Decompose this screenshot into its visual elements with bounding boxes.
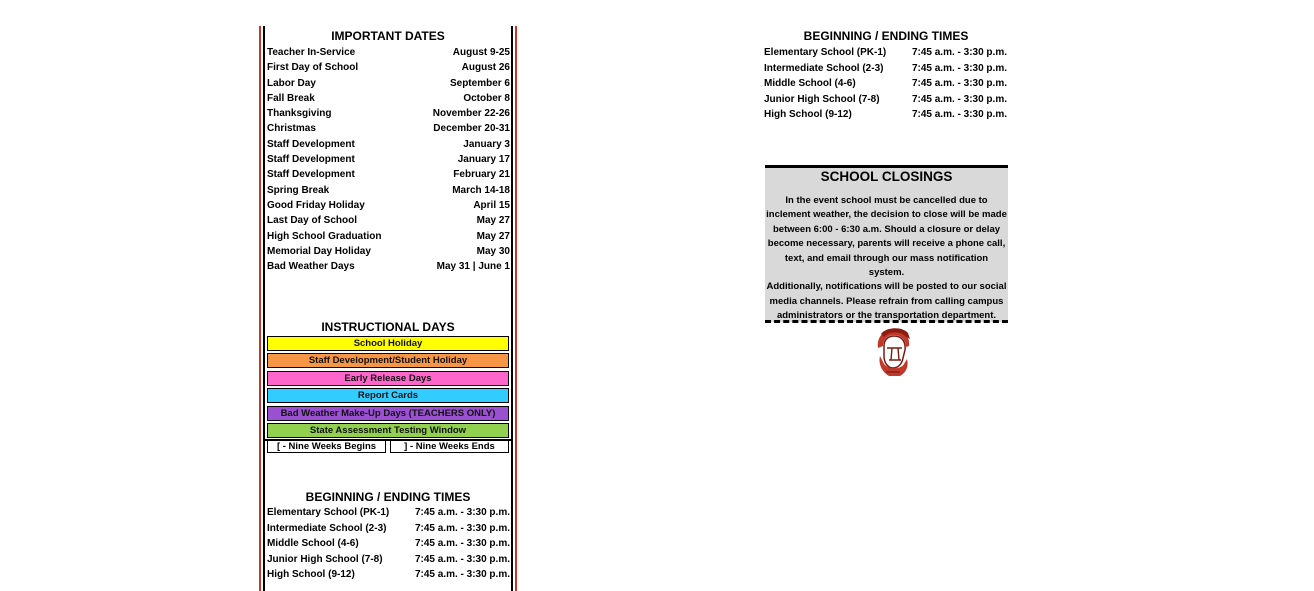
nine-weeks-row xyxy=(267,440,509,453)
date-row: Teacher In-Service August 9-25 xyxy=(267,47,510,58)
date-row: Staff Development February 21 xyxy=(267,169,510,181)
instructional-legend xyxy=(267,336,509,453)
legend-bad-weather: Bad Weather Make-Up Days (TEACHERS ONLY) xyxy=(267,406,509,421)
date-row: High School Graduation May 27 xyxy=(267,230,510,242)
times-row: Middle School (4-6) 7:45 a.m. - 3:30 p.m. xyxy=(764,78,1007,89)
date-row: Thanksgiving November 22-26 xyxy=(267,108,510,120)
legend-report-cards: Report Cards xyxy=(267,388,509,403)
date-row: Last Day of School May 27 xyxy=(267,215,510,227)
legend-early-release: Early Release Days xyxy=(267,371,509,386)
times-row: High School (9-12) 7:45 a.m. - 3:30 p.m. xyxy=(764,109,1007,120)
important-dates-list xyxy=(265,45,511,274)
important-dates-title: IMPORTANT DATES xyxy=(331,29,445,43)
school-closings-title: SCHOOL CLOSINGS xyxy=(820,169,953,184)
left-panel-inner xyxy=(263,26,513,591)
nine-weeks-begins: [ - Nine Weeks Begins xyxy=(267,440,386,453)
date-row: Bad Weather Days May 31 | June 1 xyxy=(267,261,510,273)
date-row: Good Friday Holiday April 15 xyxy=(267,199,510,211)
left-calendar-panel xyxy=(259,26,517,591)
times-title-right: BEGINNING / ENDING TIMES xyxy=(803,29,969,43)
times-row: Junior High School (7-8) 7:45 a.m. - 3:30 p.m. xyxy=(764,93,1007,105)
date-row: Spring Break March 14-18 xyxy=(267,184,510,196)
dashed-divider xyxy=(765,320,1008,323)
times-row: Intermediate School (2-3) 7:45 a.m. - 3:30 p.m. xyxy=(764,62,1007,74)
legend-state-assessment: State Assessment Testing Window xyxy=(267,423,509,438)
date-row: Staff Development January 3 xyxy=(267,138,510,150)
date-row: Staff Development January 17 xyxy=(267,154,510,166)
times-panel-right xyxy=(764,28,1008,123)
nine-weeks-ends: ] - Nine Weeks Ends xyxy=(390,440,509,453)
times-row: High School (9-12) 7:45 a.m. - 3:30 p.m. xyxy=(267,569,510,580)
instructional-days-title: INSTRUCTIONAL DAYS xyxy=(321,320,455,334)
legend-staff-development: Staff Development/Student Holiday xyxy=(267,353,509,368)
times-row: Elementary School (PK-1) 7:45 a.m. - 3:30 p.m. xyxy=(764,47,1007,58)
date-row: Labor Day September 6 xyxy=(267,77,510,89)
times-row: Elementary School (PK-1) 7:45 a.m. - 3:30 p.m. xyxy=(267,507,510,518)
times-row: Junior High School (7-8) 7:45 a.m. - 3:30 p.m. xyxy=(267,553,510,565)
date-row: Christmas December 20-31 xyxy=(267,123,510,135)
times-title-left: BEGINNING / ENDING TIMES xyxy=(305,490,471,504)
spartan-helmet-icon xyxy=(872,326,914,378)
date-row: First Day of School August 26 xyxy=(267,62,510,74)
date-row: Fall Break October 8 xyxy=(267,92,510,104)
date-row: Memorial Day Holiday May 30 xyxy=(267,245,510,257)
school-closings-box xyxy=(765,165,1008,322)
legend-divider xyxy=(265,439,511,441)
times-row: Intermediate School (2-3) 7:45 a.m. - 3:30 p.m. xyxy=(267,522,510,534)
times-list-left xyxy=(265,505,511,583)
school-closings-text: In the event school must be cancelled due to inclement weather, the decision to close will be made between 6:00 - 6:30 a.m. Should a closure or delay become necessary, parents will receive a phone call, text, and email through our mass notification system. Additionally, notifications will be posted to our social media channels. Please refrain from calling campus administrators or the transportation department. xyxy=(766,195,1007,322)
legend-school-holiday: School Holiday xyxy=(267,336,509,351)
times-row: Middle School (4-6) 7:45 a.m. - 3:30 p.m. xyxy=(267,538,510,549)
